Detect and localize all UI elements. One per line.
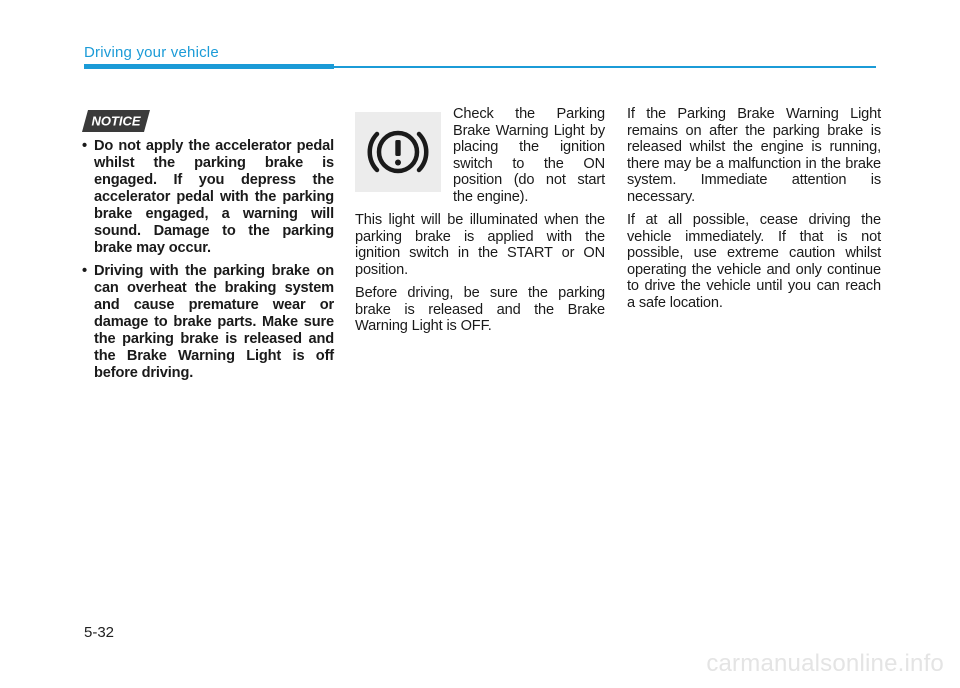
body-paragraph: If at all possible, cease driving the vehicle immediately. If that is not possible, use extreme caution whilst operating the vehicle and only continue to drive the vehicle until you can reach a safe location. [627, 212, 881, 311]
notice-bullet-text: Driving with the parking brake on can overheat the braking system and cause premature wear or damage to brake parts. Make sure the parking brake is released and the Brake Warning Light is off before driving. [94, 263, 334, 381]
page-number: 5-32 [84, 624, 115, 641]
intro-paragraph: Check the Parking Brake Warning Light by placing the ignition switch to the ON position (do not start the engine). [453, 106, 605, 205]
body-paragraph: Before driving, be sure the parking brake is released and the Brake Warning Light is OFF. [355, 285, 605, 334]
notice-bullet-item [82, 138, 334, 257]
notice-badge [82, 110, 150, 132]
malfunction-column [627, 106, 881, 318]
notice-badge-shape [82, 110, 150, 132]
header-rule-thick [84, 64, 334, 69]
brake-warning-light-icon [355, 112, 441, 192]
bullet-dot: • [82, 263, 87, 279]
body-paragraph: If the Parking Brake Warning Light remains on after the parking brake is released whilst the engine is running, there may be a malfunction in the brake system. Immediate attention is necessary. [627, 106, 881, 205]
notice-bullet-item [82, 263, 334, 382]
section-title: Driving your vehicle [84, 44, 219, 61]
notice-bullet-text: Do not apply the accelerator pedal whilst the parking brake is engaged. If you depress the accelerator pedal with the parking brake engaged, a warning will sound. Damage to the parking brake may occur. [94, 138, 334, 256]
notice-badge-label: NOTICE [91, 113, 141, 129]
watermark: carmanualsonline.info [706, 650, 944, 677]
header-rule-thin [334, 66, 876, 68]
body-paragraph: This light will be illuminated when the parking brake is applied with the ignition switch in the START or ON position. [355, 212, 605, 278]
bullet-dot: • [82, 138, 87, 154]
notice-bullet-list [82, 138, 334, 382]
notice-column [82, 138, 334, 388]
parking-brake-light-column [355, 106, 605, 342]
